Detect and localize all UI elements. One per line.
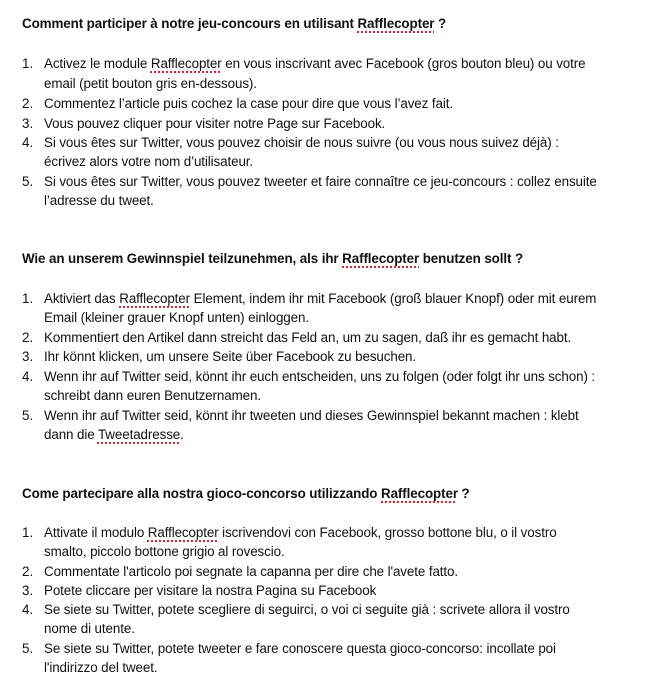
misspelled-word[interactable]: Rafflecopter [119, 291, 191, 306]
misspelled-word[interactable]: Rafflecopter [357, 16, 435, 31]
section-heading: Comment participer à notre jeu-concours en utilisant Rafflecopter ? [22, 16, 447, 31]
misspelled-word[interactable]: Rafflecopter [150, 56, 222, 71]
misspelled-word[interactable]: Rafflecopter [381, 486, 458, 501]
section-heading: Come partecipare alla nostra gioco-concorso utilizzando Rafflecopter ? [22, 486, 470, 501]
misspelled-word[interactable]: Rafflecopter [147, 525, 219, 540]
section-heading: Wie an unserem Gewinnspiel teilzunehmen, als ihr Rafflecopter benutzen sollt ? [22, 251, 524, 266]
misspelled-word[interactable]: Tweetadresse [97, 427, 181, 442]
misspelled-word[interactable]: Rafflecopter [342, 251, 420, 266]
